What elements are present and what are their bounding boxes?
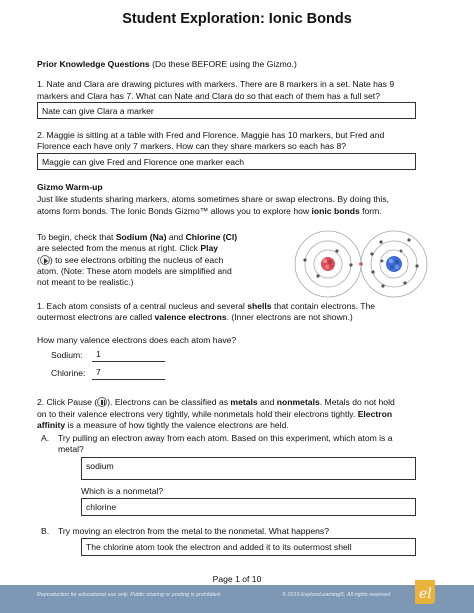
part-b-answer-box[interactable]: The chlorine atom took the electron and added it to its outermost shell [81,538,416,556]
footer-bar [0,585,474,613]
warmup-ionic-bonds: ionic bonds [311,206,360,216]
q3-l1a: 1. Each atom consists of a central nucleus and several [37,301,248,311]
prior-knowledge-heading [37,59,297,71]
sodium-bold: Sodium (Na) [115,232,167,242]
q3-l1c: that contain electrons. The [271,301,376,311]
nonmetal-question: Which is a nonmetal? [81,486,164,496]
footer-rights: © 2019 ExploreLearning®. All rights reserved [282,592,391,598]
play-bold: Play [200,243,219,253]
atom-models-image [291,228,431,300]
answer-box-q2[interactable]: Maggie can give Fred and Florence one marker each [37,153,416,170]
q4-l2a: on to their valence electrons very tightly, while nonmetals hold their electrons tightly. [37,409,358,419]
answer-box-q1[interactable]: Nate can give Clara a marker [37,102,416,119]
warmup-para-line3 [37,255,223,267]
warmup-para-line4: atom. (Note: These atom models are simplified and [37,266,232,276]
nonmetals-bold: nonmetals [276,397,320,407]
warmup-p1a: To begin, check that [37,232,116,242]
q4-line3 [37,420,289,432]
q4-l1b: ). Electrons can be classified as [107,397,231,407]
q1-line1: 1. Nate and Clara are drawing pictures with markers. There are 8 markers in a set. Nate has 9 [37,79,395,89]
warmup-heading: Gizmo Warm-up [37,182,103,192]
svg-text:el: el [419,586,432,602]
metal-answer-box[interactable]: sodium [81,457,416,480]
valence-electrons-bold: valence electrons [154,312,227,322]
q3-line1 [37,301,375,313]
pause-icon [97,397,107,407]
warmup-p3a: ( [37,255,40,265]
page-title: Student Exploration: Ionic Bonds [122,11,352,27]
q2-line1: 2. Maggie is sitting at a table with Fred and Florence. Maggie has 10 markers, but Fred and [37,130,385,140]
warmup-para-line1 [37,232,237,244]
q4-l1a: 2. Click Pause ( [37,397,98,407]
shells-bold: shells [247,301,272,311]
affinity-bold: affinity [37,420,66,430]
electron-bold: Electron [357,409,393,419]
q4-line1 [37,397,395,409]
warmup-p2a: are selected from the menus at right. Click [37,243,201,253]
part-a-line2: metal? [58,444,84,454]
warmup-para-line5: not meant to be realistic.) [37,277,134,287]
q3-ask: How many valence electrons does each atom have? [37,335,237,345]
q3-line2 [37,312,353,324]
explorelearning-logo [412,578,438,606]
prior-heading-bold: Prior Knowledge Questions [37,59,150,69]
q3-l2c: . (Inner electrons are not shown.) [226,312,353,322]
part-a-letter: A. [41,433,50,443]
part-b-line: Try moving an electron from the metal to the nonmetal. What happens? [58,526,330,536]
warmup-para-line2 [37,243,218,255]
sodium-atom-model [295,231,363,297]
part-b-letter: B. [41,526,50,536]
nonmetal-answer-box[interactable]: chlorine [81,498,416,516]
warmup-line2 [37,206,382,218]
part-a-line1: Try pulling an electron away from each atom. Based on this experiment, which atom is a [58,433,393,443]
warmup-p1c: and [166,232,186,242]
play-icon [40,255,50,265]
page-number: Page 1 of 10 [212,574,262,584]
chlorine-atom-model [361,231,427,297]
q3-l2a: outermost electrons are called [37,312,155,322]
chlorine-label: Chlorine: [51,368,86,378]
sodium-label: Sodium: [51,350,83,360]
warmup-p3b: ) to see electrons orbiting the nucleus of each [49,255,224,265]
chlorine-valence-field[interactable]: 7 [92,366,165,380]
q2-line2: Florence each have only 7 markers. How can they share markers so each has 8? [37,141,347,151]
footer-copyright-notice: Reproduction for educational use only. Public sharing or posting is prohibited. [37,592,222,598]
metals-bold: metals [230,397,258,407]
q4-l1d: and [257,397,277,407]
chlorine-bold: Chlorine (Cl) [185,232,238,242]
q1-line2: markers and Clara has 7. What can Nate and Clara do so that each of them has a full set? [37,91,380,101]
q4-line2 [37,409,392,421]
prior-heading-note: (Do these BEFORE using the Gizmo.) [149,59,297,69]
q4-l3b: is a measure of how tightly the valence electrons are held. [65,420,289,430]
warmup-line2-a: atoms form bonds. The Ionic Bonds Gizmo™ allows you to explore how [37,206,312,216]
sodium-valence-field[interactable]: 1 [92,348,165,362]
warmup-line1: Just like students sharing markers, atoms sometimes share or swap electrons. By doing this, [37,194,390,204]
q4-l1f: . Metals do not hold [319,397,395,407]
warmup-line2-c: form. [359,206,382,216]
